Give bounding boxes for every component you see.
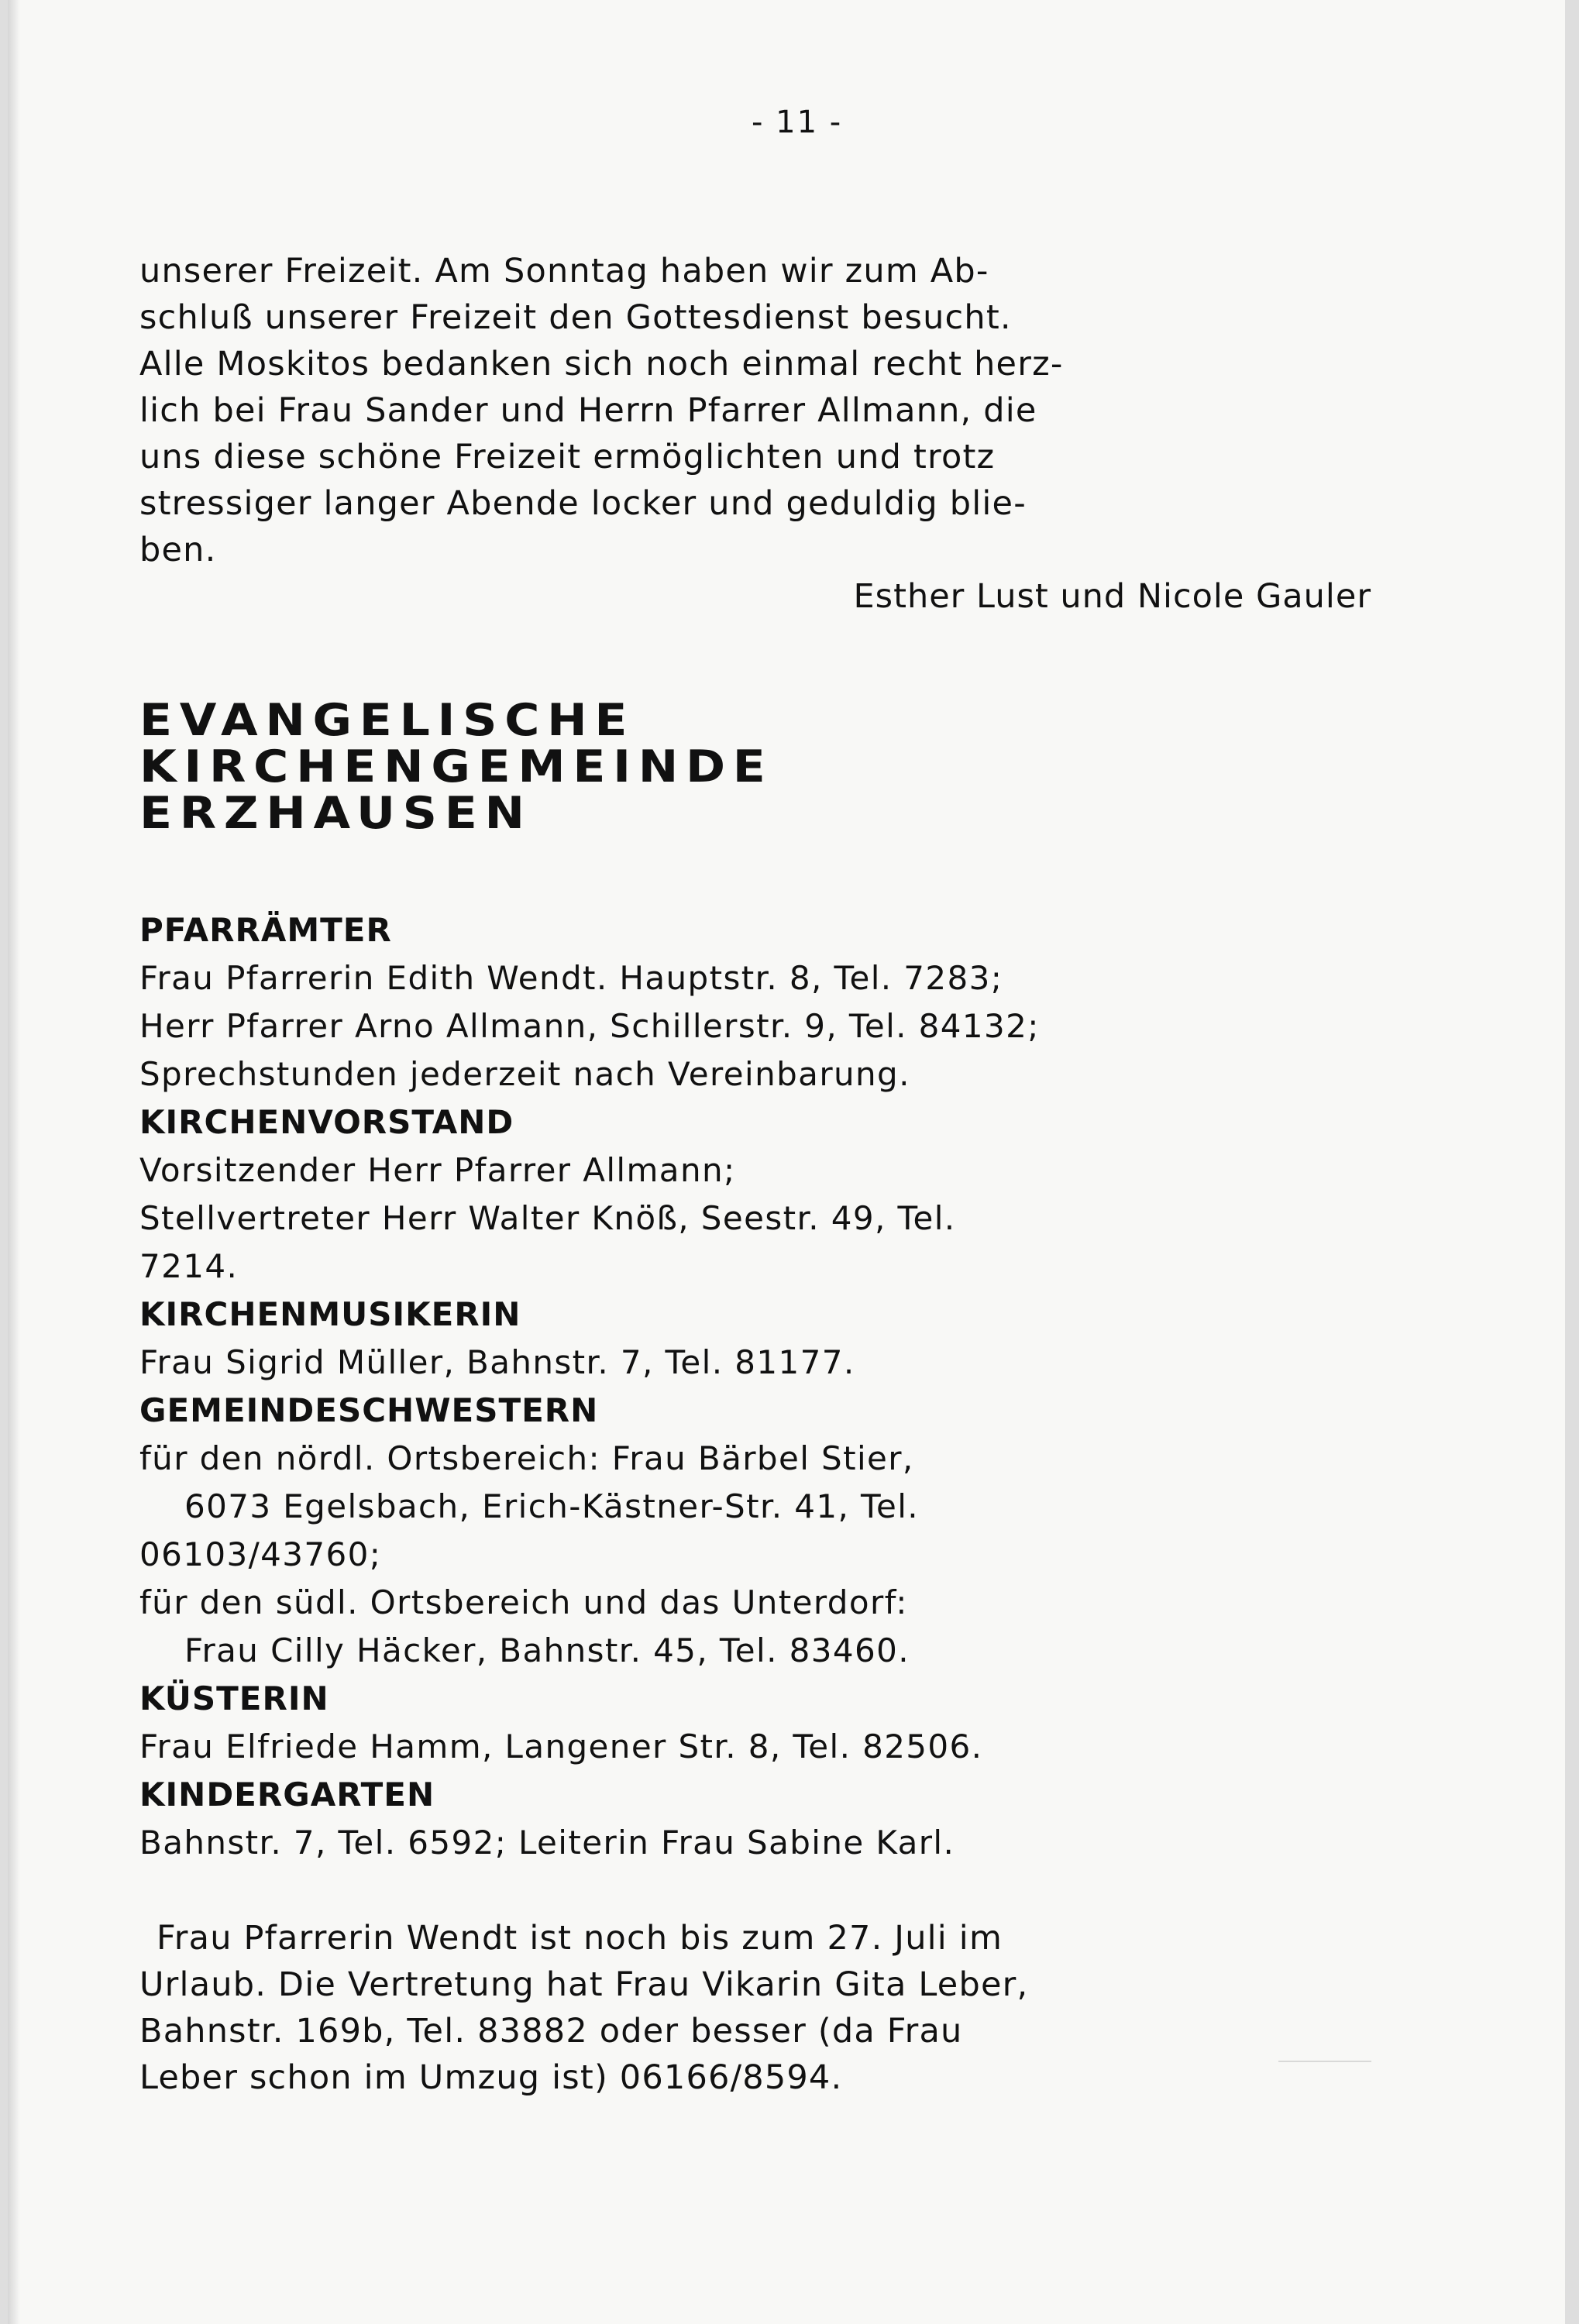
section-line: Sprechstunden jederzeit nach Vereinbarung. xyxy=(139,1055,910,1093)
organization-title-line: EVANGELISCHE xyxy=(139,695,635,746)
section-gemeindeschwestern xyxy=(139,1387,1371,1675)
page-number: - 11 - xyxy=(752,105,843,140)
signature: Esther Lust und Nicole Gauler xyxy=(853,577,1371,616)
section-heading: KÜSTERIN xyxy=(139,1679,329,1717)
section-line: Frau Cilly Häcker, Bahnstr. 45, Tel. 83460. xyxy=(184,1631,910,1669)
section-heading: PFARRÄMTER xyxy=(139,911,392,949)
closing-line: Bahnstr. 169b, Tel. 83882 oder besser (da Frau xyxy=(139,2012,963,2051)
page-content xyxy=(139,248,1371,2101)
organization-title xyxy=(139,697,1470,837)
section-line: Stellvertreter Herr Walter Knöß, Seestr. 49, Tel. xyxy=(139,1199,956,1237)
section-pfarraemter xyxy=(139,906,1371,1098)
contact-directory xyxy=(139,906,1371,1867)
organization-title-line: ERZHAUSEN xyxy=(139,788,532,839)
section-line: 06103/43760; xyxy=(139,1535,382,1573)
section-kirchenmusikerin xyxy=(139,1291,1371,1387)
intro-line: stressiger langer Abende locker und geduldig blie- xyxy=(139,484,1027,523)
section-line: Frau Elfriede Hamm, Langener Str. 8, Tel. 82506. xyxy=(139,1728,983,1765)
closing-line: Leber schon im Umzug ist) 06166/8594. xyxy=(139,2058,843,2097)
section-line: für den nördl. Ortsbereich: Frau Bärbel Stier, xyxy=(139,1439,914,1477)
organization-title-line: KIRCHENGEMEINDE xyxy=(139,741,773,792)
intro-line: unserer Freizeit. Am Sonntag haben wir zum Ab- xyxy=(139,252,989,290)
section-line: für den südl. Ortsbereich und das Unterdorf: xyxy=(139,1583,908,1621)
intro-line: uns diese schöne Freizeit ermöglichten und trotz xyxy=(139,438,996,476)
document-page xyxy=(8,0,1565,2324)
section-kindergarten xyxy=(139,1771,1371,1867)
section-line: Vorsitzender Herr Pfarrer Allmann; xyxy=(139,1151,736,1189)
section-line: Frau Sigrid Müller, Bahnstr. 7, Tel. 81177. xyxy=(139,1343,855,1381)
intro-line: Alle Moskitos bedanken sich noch einmal recht herz- xyxy=(139,345,1064,383)
intro-paragraph xyxy=(139,248,1371,620)
closing-line: Frau Pfarrerin Wendt ist noch bis zum 27. Juli im xyxy=(157,1919,1003,1958)
closing-paragraph xyxy=(139,1915,1371,2101)
section-line: Bahnstr. 7, Tel. 6592; Leiterin Frau Sabine Karl. xyxy=(139,1824,955,1862)
page-edge-shadow xyxy=(8,0,20,2324)
intro-line: lich bei Frau Sander und Herrn Pfarrer Allmann, die xyxy=(139,391,1037,430)
section-line: 7214. xyxy=(139,1247,239,1285)
section-line: 6073 Egelsbach, Erich-Kästner-Str. 41, Tel. xyxy=(184,1487,920,1525)
intro-line: schluß unserer Freizeit den Gottesdienst besucht. xyxy=(139,298,1012,337)
section-kuesterin xyxy=(139,1675,1371,1771)
section-heading: KIRCHENVORSTAND xyxy=(139,1103,514,1141)
section-heading: KINDERGARTEN xyxy=(139,1776,435,1813)
section-heading: GEMEINDESCHWESTERN xyxy=(139,1391,599,1429)
section-line: Frau Pfarrerin Edith Wendt. Hauptstr. 8, Tel. 7283; xyxy=(139,959,1003,997)
closing-line: Urlaub. Die Vertretung hat Frau Vikarin Gita Leber, xyxy=(139,1965,1029,2004)
section-line: Herr Pfarrer Arno Allmann, Schillerstr. 9, Tel. 84132; xyxy=(139,1007,1040,1045)
faint-footer-rule xyxy=(1278,2061,1371,2062)
section-heading: KIRCHENMUSIKERIN xyxy=(139,1295,521,1333)
intro-line: ben. xyxy=(139,531,217,569)
section-kirchenvorstand xyxy=(139,1098,1371,1291)
